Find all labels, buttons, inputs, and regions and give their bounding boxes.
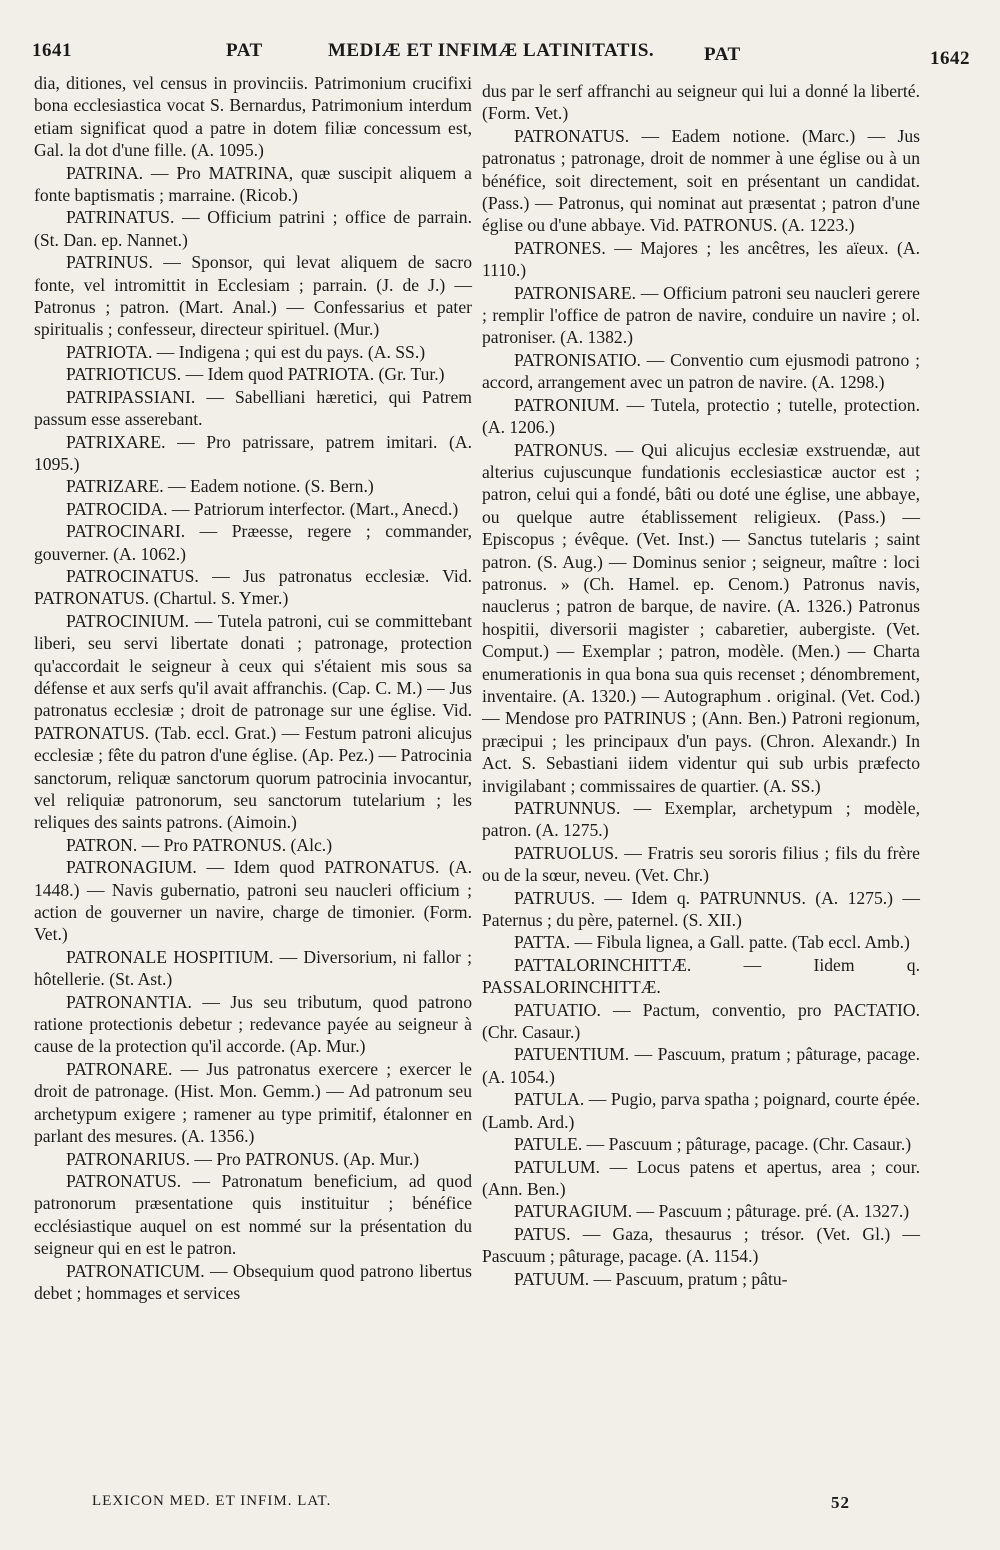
dictionary-entry: PATTALORINCHITTÆ. — Iidem q. PASSALORINCHITTÆ. [482,954,920,998]
dictionary-entry: PATRINA. — Pro MATRINA, quæ suscipit aliquem a fonte baptismatis ; marraine. (Ricob.) [34,162,472,206]
dictionary-entry: PATRONIUM. — Tutela, protectio ; tutelle, protection. (A. 1206.) [482,394,920,438]
dictionary-entry: PATUATIO. — Pactum, conventio, pro PACTATIO. (Chr. Casaur.) [482,999,920,1043]
dictionary-entry: PATRUNNUS. — Exemplar, archetypum ; modèle, patron. (A. 1275.) [482,798,920,841]
dictionary-entry: PATUUM. — Pascuum, pratum ; pâtu- [514,1268,788,1289]
dictionary-entry: PATURAGIUM. — Pascuum ; pâturage. pré. (A. 1327.) [514,1201,910,1222]
dictionary-entry: PATRON. — Pro PATRONUS. (Alc.) [66,834,333,855]
dictionary-entry: PATRONISARE. — Officium patroni seu naucleri gerere ; remplir l'office de patron de navire, conduire un navire ; ol. patroniser. (A. 1382.) [482,282,920,348]
dictionary-entry: PATROCINIUM. — Tutela patroni, cui se committebant liberi, seu servi libertate donati ; patronage, protection qu'accordait le seigneur à ceux qui s'étaient mis sous sa défense et aux serfs qu'il avait affranchis. (Cap. C. M.) — Jus patronatus ecclesiæ ; droit de patronage sur une église. Vid. PATRONATUS. (Tab. eccl. Grat.) — Festum patroni alicujus ecclesiæ ; fête du patron d'une église. (Ap. Pez.) — Patrocinia sanctorum, reliquæ sanctorum quorum patrocinia invocantur, vel reliquiæ patronorum, seu sanctorum tutelarium ; les reliques des saints patrons. (Aimoin.) [34,610,472,833]
dictionary-entry: PATRUOLUS. — Fratris seu sororis filius ; fils du frère ou de la sœur, neveu. (Vet. Chr.) [482,842,920,886]
dictionary-entry: PATRONATICUM. — Obsequium quod patrono libertus debet ; hommages et services [34,1260,472,1303]
footer-signature: LEXICON MED. ET INFIM. LAT. [92,1493,332,1509]
dictionary-entry: PATRONUS. — Qui alicujus ecclesiæ exstruendæ, aut alterius cujuscunque fundationis ecclesiasticæ auctor est ; patron, celui qui a fondé, bâti ou doté une église, une abbaye, ou quelque autre établissement religieux. (Pass.) — Episcopus ; évêque. (Vet. Inst.) — Sanctus tutelaris ; saint patron. (S. Aug.) — Dominus senior ; seigneur, maître : loci patronus. » (Ch. Hamel. ep. Cenom.) Patronus navis, nauclerus ; patron de barque, de navire. (A. 1326.) Patronus hospitii, diversorii magister ; cabaretier, aubergiste. (Vet. Comput.) — Exemplar ; patron, modèle. (Men.) — Charta enumerationis in qua bona sua quis recenset ; dénombrement, inventaire. (A. 1320.) — Autographum . original. (Vet. Cod.) — Mendose pro PATRINUS ; (Ann. Ben.) Patroni regionum, præcipui ; les principaux d'un pays. (Chron. Alexandr.) In Act. S. Sebastiani iidem videntur qui sub urbis præfecto invigilabant ; commissaires de quartier. (A. SS.) [482,439,920,796]
dictionary-entry: PATRIOTICUS. — Idem quod PATRIOTA. (Gr. Tur.) [66,364,445,385]
dictionary-entry: dus par le serf affranchi au seigneur qui lui a donné la liberté. (Form. Vet.) [482,81,920,124]
right-column [482,80,920,1290]
page-number-left: 1641 [32,40,72,61]
dictionary-entry: PATRONANTIA. — Jus seu tributum, quod patrono ratione protectionis debetur ; redevance payée au seigneur à cause de la protection qu'il accorde. (Ap. Mur.) [34,991,472,1057]
dictionary-entry: PATULE. — Pascuum ; pâturage, pacage. (Chr. Casaur.) [514,1134,912,1155]
dictionary-entry: PATULA. — Pugio, parva spatha ; poignard, courte épée. (Lamb. Ard.) [482,1089,920,1132]
dictionary-entry: PATRONATUS. — Eadem notione. (Marc.) — Jus patronatus ; patronage, droit de nommer à une église ou à un bénéfice, soit directement, soit en présentant un candidat. (Pass.) — Patronus, qui nominat aut præsentat ; patron d'une église ou d'une abbaye. Vid. PATRONUS. (A. 1223.) [482,125,920,236]
dictionary-entry: PATROCINATUS. — Jus patronatus ecclesiæ. Vid. PATRONATUS. (Chartul. S. Ymer.) [34,565,472,609]
dictionary-entry: PATRONAGIUM. — Idem quod PATRONATUS. (A. 1448.) — Navis gubernatio, patroni seu naucleri officium ; action de gouverner un navire, charge de timonier. (Form. Vet.) [34,857,472,945]
dictionary-entry: PATRINUS. — Sponsor, qui levat aliquem de sacro fonte, vel intromittit in Ecclesiam ; parrain. (J. de J.) — Patronus ; patron. (Mart. Anal.) — Confessarius et pater spiritualis ; confesseur, directeur spirituel. (Mur.) [34,252,472,340]
dictionary-entry: dia, ditiones, vel census in provinciis. Patrimonium crucifixi bona ecclesiastica vocat S. Bernardus, Patrimonium interdum etiam significat quod a patre in dotem filiæ concessum est, Gal. la dot d'une fille. (A. 1095.) [34,73,472,161]
dictionary-entry: PATRONATUS. — Patronatum beneficium, ad quod patronorum præsentatione quis instituitur ; bénéfice ecclésiastique auquel on est nommé sur la présentation du seigneur qui en est le patron. [34,1170,472,1259]
dictionary-entry: PATRONARE. — Jus patronatus exercere ; exercer le droit de patronage. (Hist. Mon. Gemm.) — Ad patronum seu archetypum exigere ; ramener au type primitif, étalonner en parlant des mesures. (A. 1356.) [34,1058,472,1147]
running-head-right: PAT [704,44,741,65]
dictionary-entry: PATRONALE HOSPITIUM. — Diversorium, ni fallor ; hôtellerie. (St. Ast.) [34,946,472,990]
dictionary-entry: PATRONES. — Majores ; les ancêtres, les aïeux. (A. 1110.) [482,237,920,281]
dictionary-entry: PATRIPASSIANI. — Sabelliani hæretici, qui Patrem passum esse asserebant. [34,386,472,430]
dictionary-entry: PATRIXARE. — Pro patrissare, patrem imitari. (A. 1095.) [34,431,472,474]
dictionary-entry: PATRUUS. — Idem q. PATRUNNUS. (A. 1275.) — Paternus ; du père, paternel. (S. XII.) [482,887,920,931]
sheet-number: 52 [831,1493,850,1512]
dictionary-entry: PATTA. — Fibula lignea, a Gall. patte. (Tab eccl. Amb.) [514,932,910,953]
page-header [30,40,970,74]
dictionary-entry: PATRONARIUS. — Pro PATRONUS. (Ap. Mur.) [66,1148,420,1169]
dictionary-entry: PATUS. — Gaza, thesaurus ; trésor. (Vet. Gl.) — Pascuum ; pâturage, pacage. (A. 1154.) [482,1223,920,1267]
dictionary-entry: PATULUM. — Locus patens et apertus, area ; cour. (Ann. Ben.) [482,1156,920,1199]
page-number-right: 1642 [930,48,970,69]
dictionary-entry: PATROCINARI. — Præesse, regere ; commander, gouverner. (A. 1062.) [34,521,472,564]
dictionary-entry: PATRIOTA. — Indigena ; qui est du pays. (A. SS.) [66,341,426,362]
dictionary-entry: PATROCIDA. — Patriorum interfector. (Mart., Anecd.) [66,498,459,519]
book-title: MEDIÆ ET INFIMÆ LATINITATIS. [328,40,655,61]
dictionary-entry: PATUENTIUM. — Pascuum, pratum ; pâturage, pacage. (A. 1054.) [482,1044,920,1087]
left-column [34,72,472,1304]
dictionary-entry: PATRINATUS. — Officium patrini ; office de parrain. (St. Dan. ep. Nannet.) [34,207,472,250]
dictionary-entry: PATRIZARE. — Eadem notione. (S. Bern.) [66,476,374,497]
running-head-left: PAT [226,40,263,61]
dictionary-entry: PATRONISATIO. — Conventio cum ejusmodi patrono ; accord, arrangement avec un patron de navire. (A. 1298.) [482,349,920,393]
